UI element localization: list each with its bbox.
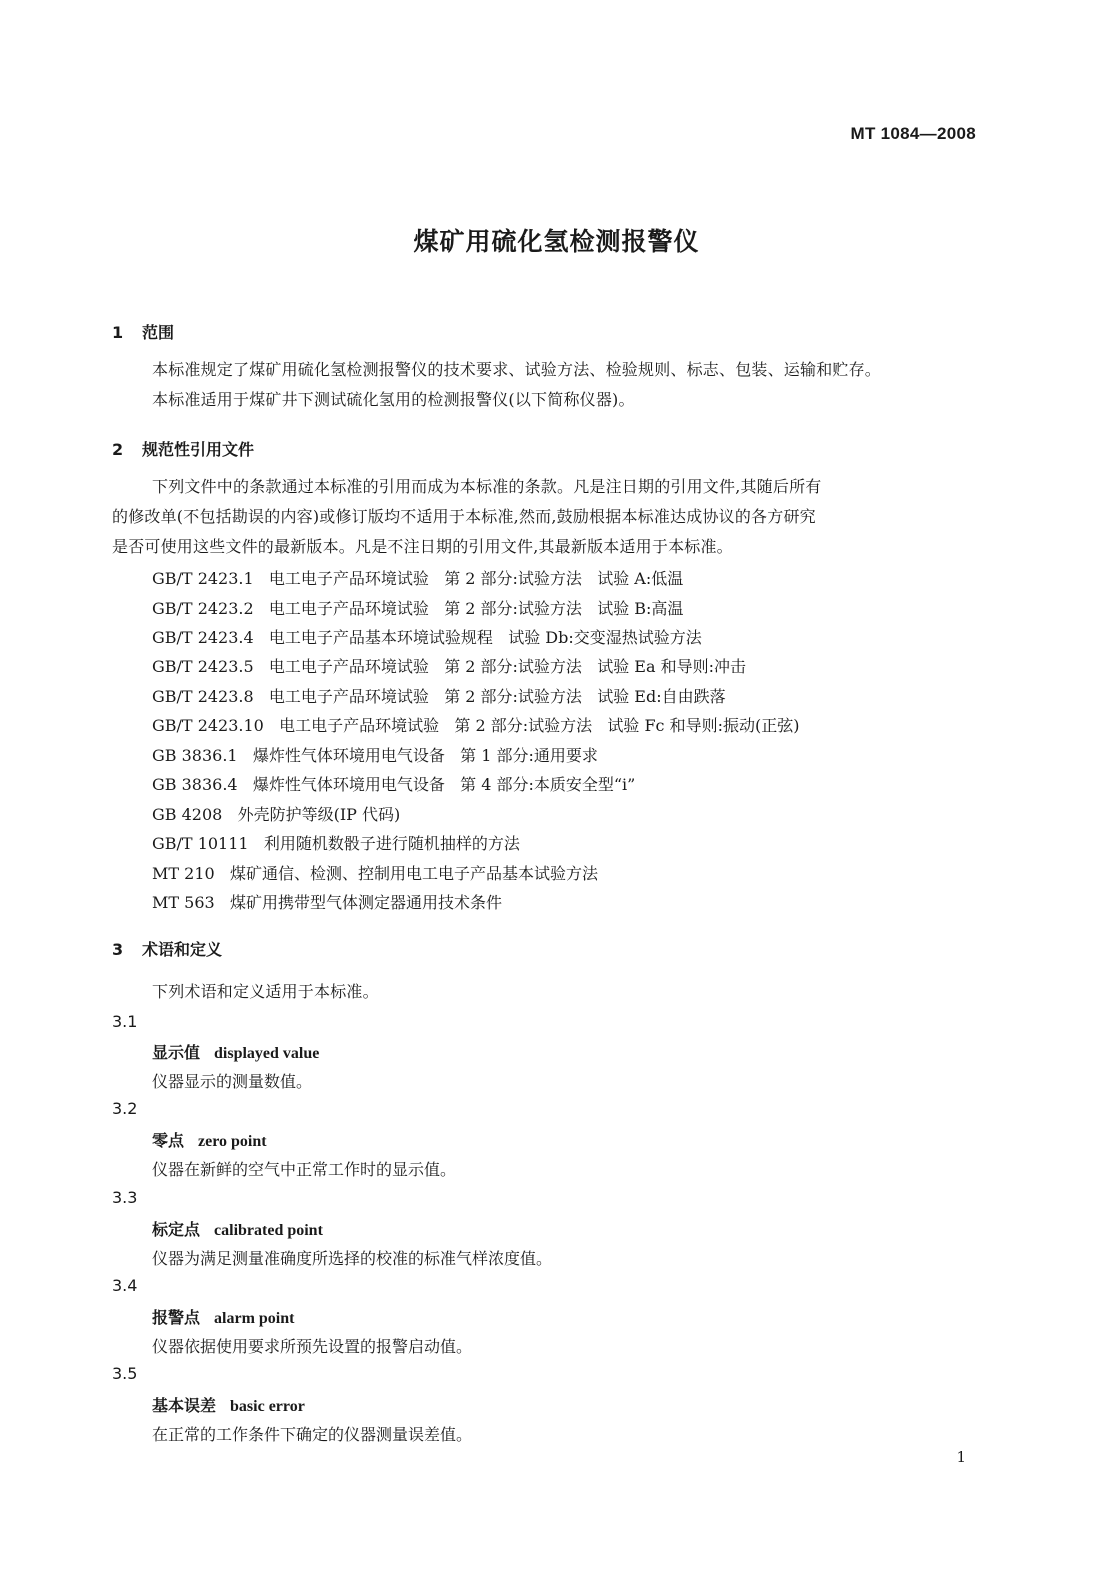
term-heading [152,1128,267,1151]
reference-item: GB/T 2423.2 电工电子产品环境试验 第 2 部分:试验方法 试验 B:高温 [152,599,684,618]
reference-item: GB/T 2423.1 电工电子产品环境试验 第 2 部分:试验方法 试验 A:低温 [152,569,684,588]
reference-item: GB/T 2423.5 电工电子产品环境试验 第 2 部分:试验方法 试验 Ea 和导则:冲击 [152,657,746,676]
term-heading [152,1040,319,1063]
term-number: 3.5 [112,1364,138,1383]
paragraph: 本标准规定了煤矿用硫化氢检测报警仪的技术要求、试验方法、检验规则、标志、包装、运输和贮存。 [152,360,882,379]
term-definition: 仪器依据使用要求所预先设置的报警启动值。 [152,1337,473,1356]
term-number: 3.3 [112,1188,138,1207]
reference-item: GB 4208 外壳防护等级(IP 代码) [152,805,401,824]
section-2-heading [112,437,254,460]
reference-item: MT 210 煤矿通信、检测、控制用电工电子产品基本试验方法 [152,864,598,883]
paragraph-line: 下列文件中的条款通过本标准的引用而成为本标准的条款。凡是注日期的引用文件,其随后所有 [152,477,822,496]
term-definition: 仪器显示的测量数值。 [152,1072,313,1091]
term-en: basic error [230,1398,305,1415]
reference-item: GB/T 10111 利用随机数骰子进行随机抽样的方法 [152,834,520,853]
term-cn: 显示值 [152,1043,201,1062]
term-heading [152,1393,305,1416]
paragraph: 下列术语和定义适用于本标准。 [152,982,379,1001]
page-title: 煤矿用硫化氢检测报警仪 [413,227,700,256]
term-number: 3.1 [112,1012,138,1031]
page-number: 1 [956,1448,966,1466]
section-title: 规范性引用文件 [142,440,255,459]
reference-item: GB 3836.4 爆炸性气体环境用电气设备 第 4 部分:本质安全型“i” [152,775,636,794]
term-en: zero point [198,1133,267,1150]
paragraph-line: 是否可使用这些文件的最新版本。凡是不注日期的引用文件,其最新版本适用于本标准。 [112,537,733,556]
reference-item: MT 563 煤矿用携带型气体测定器通用技术条件 [152,893,502,912]
term-definition: 仪器为满足测量准确度所选择的校准的标准气样浓度值。 [152,1249,553,1268]
term-definition: 仪器在新鲜的空气中正常工作时的显示值。 [152,1160,457,1179]
document-code: MT 1084—2008 [850,124,976,143]
section-3-heading [112,937,222,960]
term-cn: 标定点 [152,1220,201,1239]
term-cn: 基本误差 [152,1396,217,1415]
term-number: 3.4 [112,1276,138,1295]
term-definition: 在正常的工作条件下确定的仪器测量误差值。 [152,1425,473,1444]
term-heading [152,1305,294,1328]
reference-item: GB/T 2423.4 电工电子产品基本环境试验规程 试验 Db:交变湿热试验方法 [152,628,702,647]
section-number: 2 [112,440,124,459]
reference-item: GB/T 2423.8 电工电子产品环境试验 第 2 部分:试验方法 试验 Ed:自由跌落 [152,687,726,706]
term-cn: 零点 [152,1131,185,1150]
section-title: 范围 [142,323,175,342]
reference-item: GB/T 2423.10 电工电子产品环境试验 第 2 部分:试验方法 试验 Fc 和导则:振动(正弦) [152,716,800,735]
section-number: 3 [112,940,124,959]
term-en: displayed value [214,1045,320,1062]
section-1-heading [112,320,174,343]
section-number: 1 [112,323,124,342]
paragraph-line: 的修改单(不包括勘误的内容)或修订版均不适用于本标准,然而,鼓励根据本标准达成协议的各方研究 [112,507,816,526]
term-en: calibrated point [214,1222,323,1239]
term-en: alarm point [214,1310,295,1327]
section-title: 术语和定义 [142,940,223,959]
term-cn: 报警点 [152,1308,201,1327]
paragraph: 本标准适用于煤矿井下测试硫化氢用的检测报警仪(以下简称仪器)。 [152,390,635,409]
reference-item: GB 3836.1 爆炸性气体环境用电气设备 第 1 部分:通用要求 [152,746,598,765]
term-number: 3.2 [112,1099,138,1118]
term-heading [152,1217,323,1240]
